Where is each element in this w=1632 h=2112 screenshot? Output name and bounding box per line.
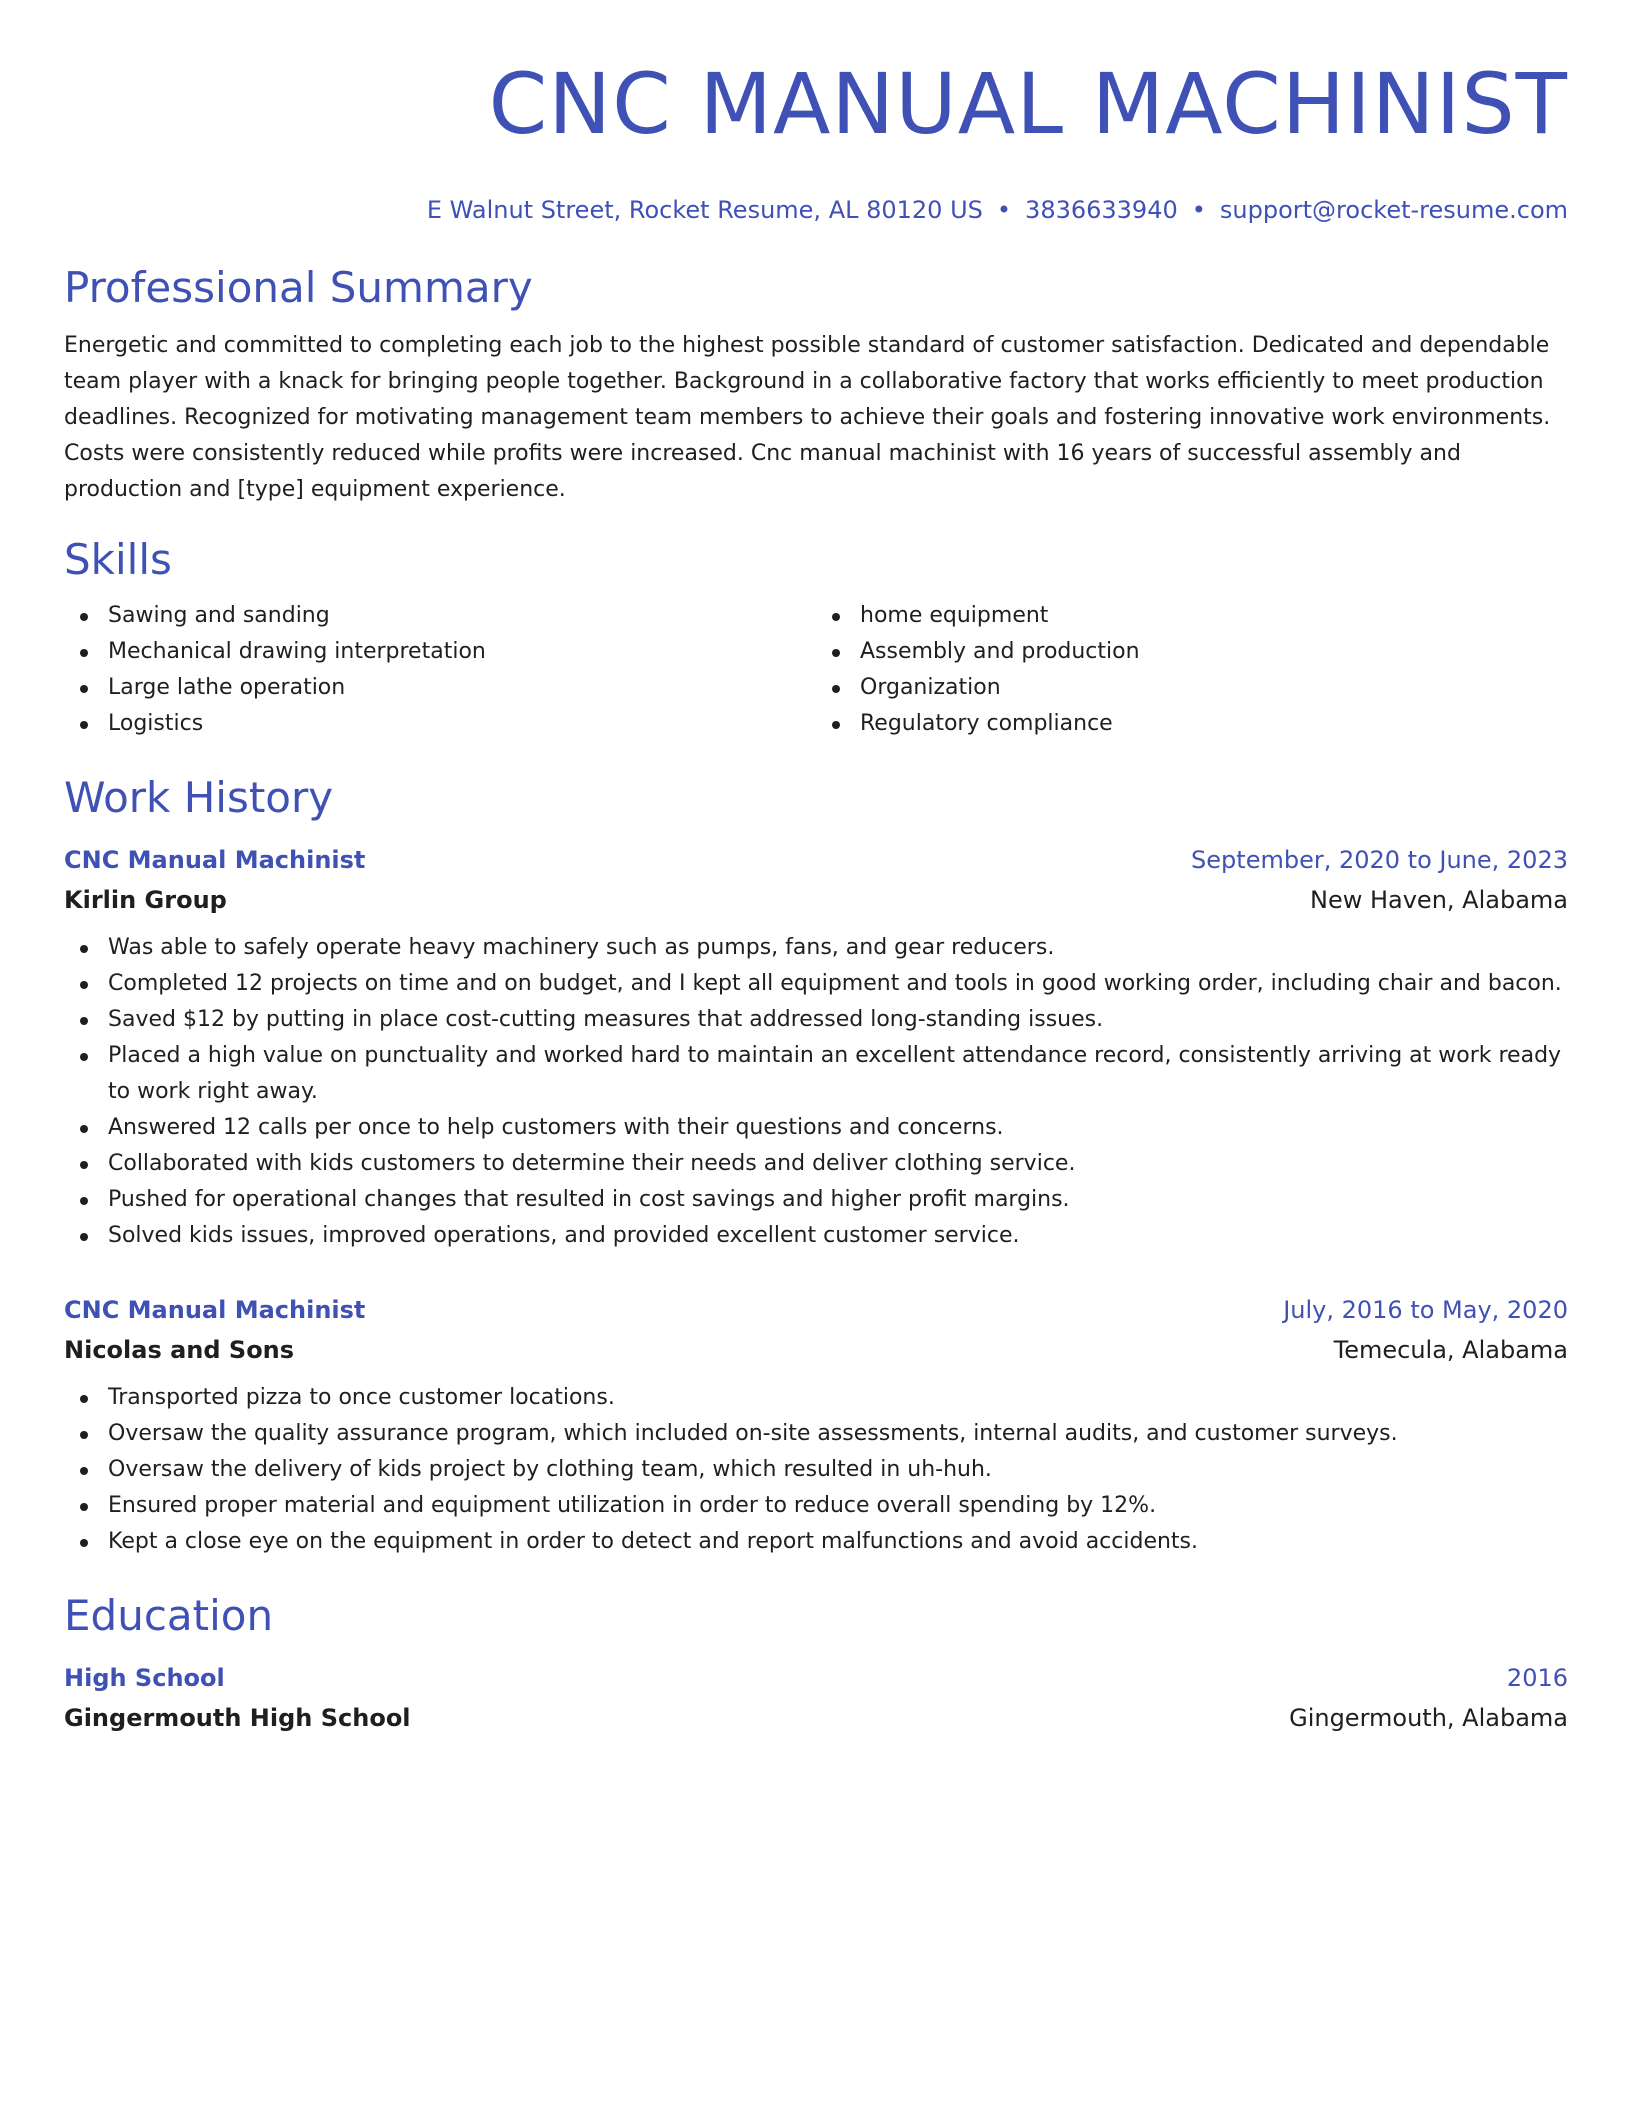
skills-column-left bbox=[64, 598, 816, 742]
contact-email[interactable]: support@rocket-resume.com bbox=[1219, 196, 1568, 224]
job-bullet: Pushed for operational changes that resulted in cost savings and higher profit margins. bbox=[64, 1182, 1568, 1218]
job-title: CNC Manual Machinist bbox=[64, 1296, 366, 1324]
job-bullet: Transported pizza to once customer locations. bbox=[64, 1380, 1568, 1416]
skill-item: Logistics bbox=[64, 706, 816, 742]
job-subheader bbox=[64, 880, 1568, 920]
job-bullet: Oversaw the quality assurance program, which included on-site assessments, internal audits, and customer surveys. bbox=[64, 1416, 1568, 1452]
candidate-name: CNC MANUAL MACHINIST bbox=[488, 55, 1568, 153]
job-bullet: Oversaw the delivery of kids project by clothing team, which resulted in uh-huh. bbox=[64, 1452, 1568, 1488]
job-header bbox=[64, 1290, 1568, 1330]
education-school: Gingermouth High School bbox=[64, 1704, 411, 1732]
section-title-skills: Skills bbox=[64, 535, 172, 584]
skills-grid bbox=[64, 598, 1568, 742]
section-title-education: Education bbox=[64, 1591, 274, 1640]
job-bullet: Ensured proper material and equipment utilization in order to reduce overall spending by 12%. bbox=[64, 1488, 1568, 1524]
education-year: 2016 bbox=[1506, 1664, 1568, 1692]
job-bullet: Answered 12 calls per once to help customers with their questions and concerns. bbox=[64, 1110, 1568, 1146]
job-bullet: Saved $12 by putting in place cost-cutting measures that addressed long-standing issues. bbox=[64, 1002, 1568, 1038]
job-company: Nicolas and Sons bbox=[64, 1336, 295, 1364]
education-location: Gingermouth, Alabama bbox=[1289, 1704, 1568, 1732]
skills-column-right bbox=[816, 598, 1568, 742]
education-subheader bbox=[64, 1698, 1568, 1738]
skill-item: Regulatory compliance bbox=[816, 706, 1568, 742]
job-dates: July, 2016 to May, 2020 bbox=[1283, 1296, 1568, 1324]
job-location: New Haven, Alabama bbox=[1310, 886, 1568, 914]
job-bullet: Was able to safely operate heavy machinery such as pumps, fans, and gear reducers. bbox=[64, 930, 1568, 966]
education-header bbox=[64, 1658, 1568, 1698]
education-entry bbox=[64, 1658, 1568, 1738]
job-entry bbox=[64, 1290, 1568, 1560]
job-dates: September, 2020 to June, 2023 bbox=[1191, 846, 1568, 874]
skill-item: Mechanical drawing interpretation bbox=[64, 634, 816, 670]
contact-separator: • bbox=[1191, 196, 1206, 224]
skill-item: Organization bbox=[816, 670, 1568, 706]
job-header bbox=[64, 840, 1568, 880]
section-title-summary: Professional Summary bbox=[64, 263, 533, 312]
job-bullet: Completed 12 projects on time and on budget, and I kept all equipment and tools in good working order, including chair and bacon. bbox=[64, 966, 1568, 1002]
job-entry bbox=[64, 840, 1568, 1254]
job-bullet: Placed a high value on punctuality and worked hard to maintain an excellent attendance record, consistently arriving at work ready to work right away. bbox=[64, 1038, 1568, 1110]
job-company: Kirlin Group bbox=[64, 886, 227, 914]
contact-address: E Walnut Street, Rocket Resume, AL 80120 US bbox=[426, 196, 983, 224]
contact-line bbox=[64, 194, 1568, 226]
skill-item: Large lathe operation bbox=[64, 670, 816, 706]
job-bullet: Kept a close eye on the equipment in order to detect and report malfunctions and avoid accidents. bbox=[64, 1524, 1568, 1560]
job-bullets bbox=[64, 1380, 1568, 1560]
contact-separator: • bbox=[996, 196, 1012, 224]
skill-item: home equipment bbox=[816, 598, 1568, 634]
section-title-work-history: Work History bbox=[64, 773, 334, 822]
skill-item: Sawing and sanding bbox=[64, 598, 816, 634]
contact-phone: 3836633940 bbox=[1025, 196, 1178, 224]
job-title: CNC Manual Machinist bbox=[64, 846, 366, 874]
skill-item: Assembly and production bbox=[816, 634, 1568, 670]
job-location: Temecula, Alabama bbox=[1333, 1336, 1568, 1364]
education-degree: High School bbox=[64, 1664, 225, 1692]
job-bullets bbox=[64, 930, 1568, 1254]
summary-text: Energetic and committed to completing each job to the highest possible standard of customer satisfaction. Dedicated and dependable team player with a knack for bringing people together. Background in a collaborative factory that works efficiently to meet production deadlines. Recognized for motivating management team members to achieve their goals and fostering innovative work environments. Costs were consistently reduced while profits were increased. Cnc manual machinist with 16 years of successful assembly and production and [type] equipment experience. bbox=[64, 333, 1551, 502]
job-bullet: Solved kids issues, improved operations, and provided excellent customer service. bbox=[64, 1218, 1568, 1254]
job-subheader bbox=[64, 1330, 1568, 1370]
job-bullet: Collaborated with kids customers to determine their needs and deliver clothing service. bbox=[64, 1146, 1568, 1182]
